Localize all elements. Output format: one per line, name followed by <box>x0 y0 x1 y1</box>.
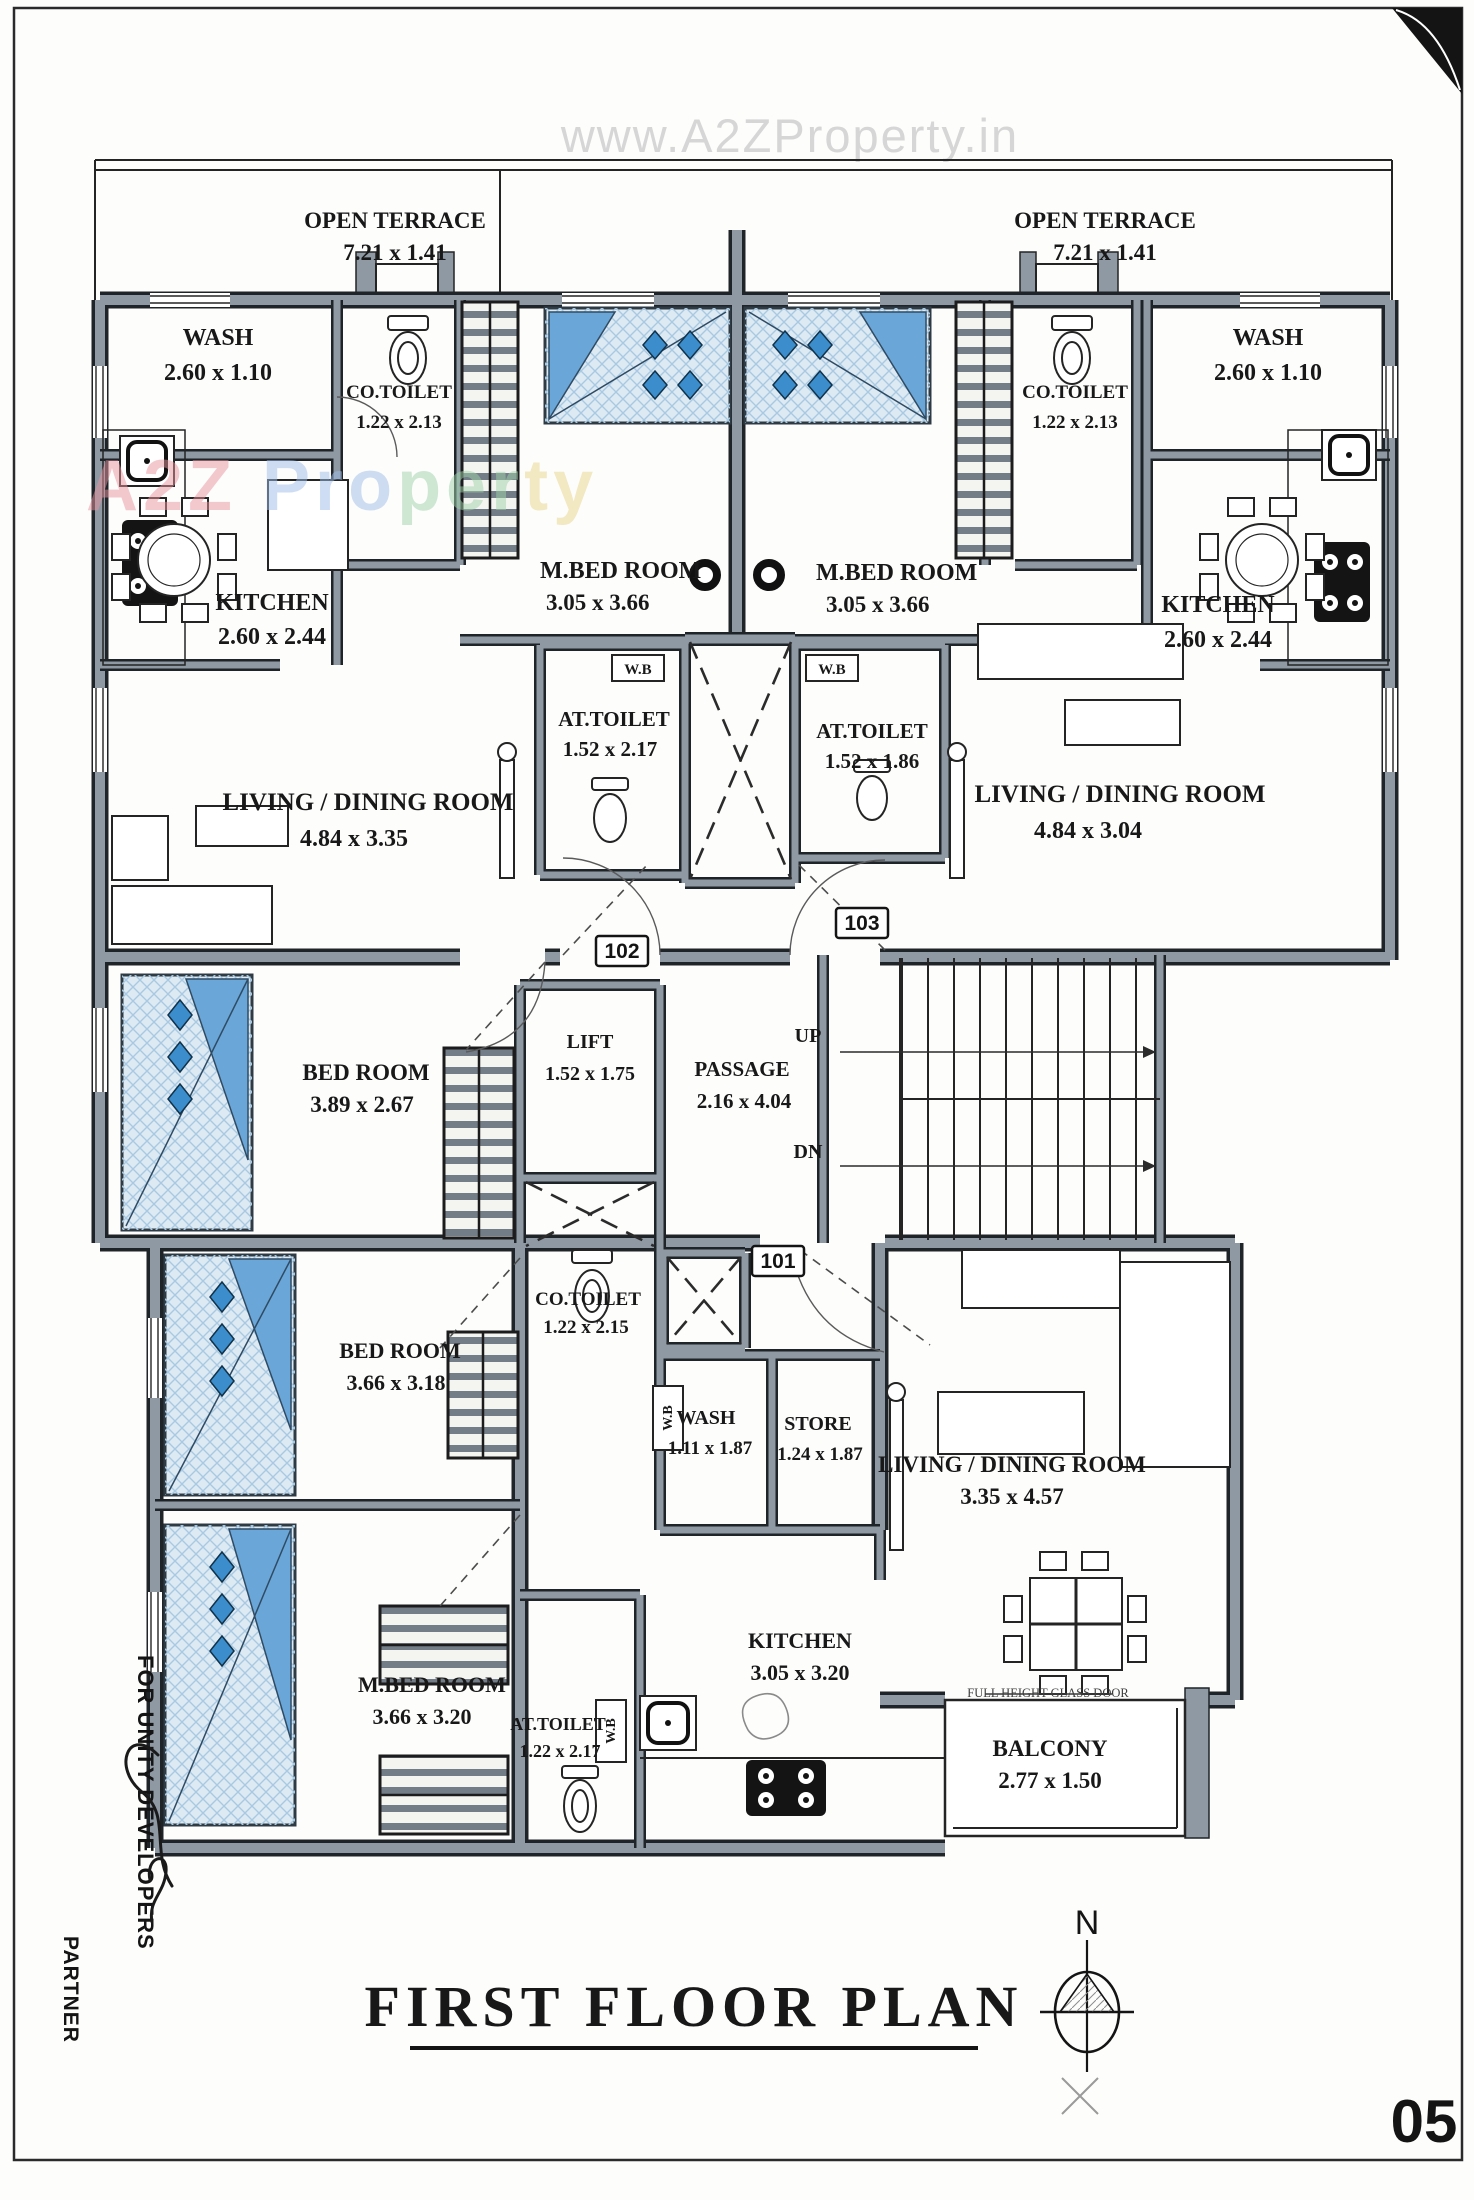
room-dims-kitchen-left: 2.60 x 2.44 <box>218 624 326 650</box>
room-label-wash-left: WASH <box>182 325 254 351</box>
room-label-wash-101: WASH <box>676 1407 736 1429</box>
room-label-mbed-left: M.BED ROOM <box>540 558 702 584</box>
room-label-kitchen-right: KITCHEN <box>1161 592 1275 618</box>
room-label-store-101: STORE <box>784 1413 852 1435</box>
room-label-living-left: LIVING / DINING ROOM <box>222 789 514 816</box>
stamp-line2: PARTNER <box>59 1936 82 2043</box>
unit-badge-103: 103 <box>844 912 880 935</box>
room-label-passage: PASSAGE <box>694 1057 790 1081</box>
room-label-lift: LIFT <box>566 1031 614 1053</box>
room-dims-living-right: 4.84 x 3.04 <box>1034 818 1142 844</box>
room-dims-bedroom-101: 3.66 x 3.18 <box>346 1370 446 1395</box>
stove-101 <box>746 1760 826 1816</box>
north-compass-icon <box>1040 1904 1134 2114</box>
room-dims-mbed-right: 3.05 x 3.66 <box>826 592 930 617</box>
wb-label-3: W.B <box>661 1405 676 1431</box>
room-dims-at-toilet-101: 1.22 x 2.17 <box>519 1741 601 1761</box>
sink-right <box>1322 430 1376 480</box>
room-dims-co-toilet-left: 1.22 x 2.13 <box>356 412 442 433</box>
room-dims-kitchen-right: 2.60 x 2.44 <box>1164 627 1272 653</box>
room-label-mbed-right: M.BED ROOM <box>816 560 978 586</box>
developer-stamp <box>59 1655 172 2043</box>
bed-bedroom-101 <box>165 1255 295 1495</box>
unit-badge-102: 102 <box>604 940 640 963</box>
bed-mbed-101 <box>165 1525 295 1825</box>
room-dims-mbed-101: 3.66 x 3.20 <box>372 1704 472 1729</box>
room-label-wash-right: WASH <box>1232 325 1304 351</box>
stairs-up-label: UP <box>794 1025 822 1047</box>
room-dims-co-toilet-101: 1.22 x 2.15 <box>543 1317 629 1338</box>
room-dims-passage: 2.16 x 4.04 <box>696 1089 792 1113</box>
room-label-living-right: LIVING / DINING ROOM <box>974 781 1266 808</box>
room-label-at-toilet-101: AT.TOILET <box>510 1714 606 1734</box>
room-dims-wash-right: 2.60 x 1.10 <box>1214 360 1322 386</box>
wb-label-4: W.B <box>604 1718 619 1744</box>
room-label-kitchen-101: KITCHEN <box>748 1628 852 1653</box>
room-label-kitchen-left: KITCHEN <box>215 590 329 616</box>
room-label-co-toilet-101: CO.TOILET <box>535 1289 641 1310</box>
room-label-co-toilet-right: CO.TOILET <box>1022 382 1128 403</box>
room-dims-bedroom-mid: 3.89 x 2.67 <box>310 1092 414 1117</box>
room-label-bedroom-mid: BED ROOM <box>302 1060 430 1085</box>
wb-label-1: W.B <box>624 662 652 678</box>
room-label-at-toilet-left: AT.TOILET <box>558 707 670 731</box>
room-dims-store-101: 1.24 x 1.87 <box>777 1444 863 1465</box>
url-watermark: www.A2ZProperty.in <box>560 109 1020 162</box>
bed-mbed-right <box>745 308 930 423</box>
stairs-dn-label: DN <box>793 1141 823 1163</box>
bed-bedroom-mid <box>122 975 252 1230</box>
staircase <box>840 958 1160 1240</box>
room-label-balcony: BALCONY <box>992 1736 1108 1761</box>
room-dims-living-left: 4.84 x 3.35 <box>300 826 408 852</box>
room-dims-kitchen-101: 3.05 x 3.20 <box>750 1660 850 1685</box>
room-dims-at-toilet-left: 1.52 x 2.17 <box>562 737 658 761</box>
page-number: 05 <box>1390 2088 1458 2155</box>
glass-door-note: FULL HEIGHT GLASS DOOR <box>967 1686 1129 1700</box>
room-dims-wash-left: 2.60 x 1.10 <box>164 360 272 386</box>
room-dims-lift: 1.52 x 1.75 <box>545 1063 635 1085</box>
room-label-bedroom-101: BED ROOM <box>339 1338 461 1363</box>
title-block <box>365 1974 1024 2048</box>
gas-cylinder-sketch <box>743 1694 789 1739</box>
room-label-mbed-101: M.BED ROOM <box>358 1672 506 1697</box>
unit-badge-101: 101 <box>760 1250 796 1273</box>
room-dims-balcony: 2.77 x 1.50 <box>998 1768 1102 1793</box>
compass-n-label: N <box>1074 1904 1100 1942</box>
room-dims-open-terrace-right: 7.21 x 1.41 <box>1053 240 1157 265</box>
pencil-x-mark <box>1062 2078 1098 2114</box>
room-dims-wash-101: 1.11 x 1.87 <box>667 1438 753 1459</box>
room-dims-mbed-left: 3.05 x 3.66 <box>546 590 650 615</box>
brand-watermark: A2Z Property <box>86 446 599 526</box>
room-label-open-terrace-left: OPEN TERRACE <box>304 208 486 233</box>
bed-mbed-left <box>545 308 730 423</box>
page-title: FIRST FLOOR PLAN <box>364 1974 1024 2039</box>
room-label-living-101: LIVING / DINING ROOM <box>878 1452 1146 1477</box>
balcony-outline <box>945 1694 1185 1836</box>
stamp-line1: FOR UNITY DEVELOPERS <box>133 1655 158 1950</box>
sink-101 <box>640 1696 696 1750</box>
room-dims-open-terrace-left: 7.21 x 1.41 <box>343 240 447 265</box>
wb-label-2: W.B <box>818 662 846 678</box>
room-dims-co-toilet-right: 1.22 x 2.13 <box>1032 412 1118 433</box>
page-fold-corner <box>1392 8 1462 94</box>
room-label-co-toilet-left: CO.TOILET <box>346 382 452 403</box>
room-label-at-toilet-right: AT.TOILET <box>816 719 928 743</box>
room-dims-at-toilet-right: 1.52 x 1.86 <box>824 749 920 773</box>
room-dims-living-101: 3.35 x 4.57 <box>960 1484 1064 1509</box>
dining-set-101 <box>1004 1552 1146 1694</box>
room-label-open-terrace-right: OPEN TERRACE <box>1014 208 1196 233</box>
